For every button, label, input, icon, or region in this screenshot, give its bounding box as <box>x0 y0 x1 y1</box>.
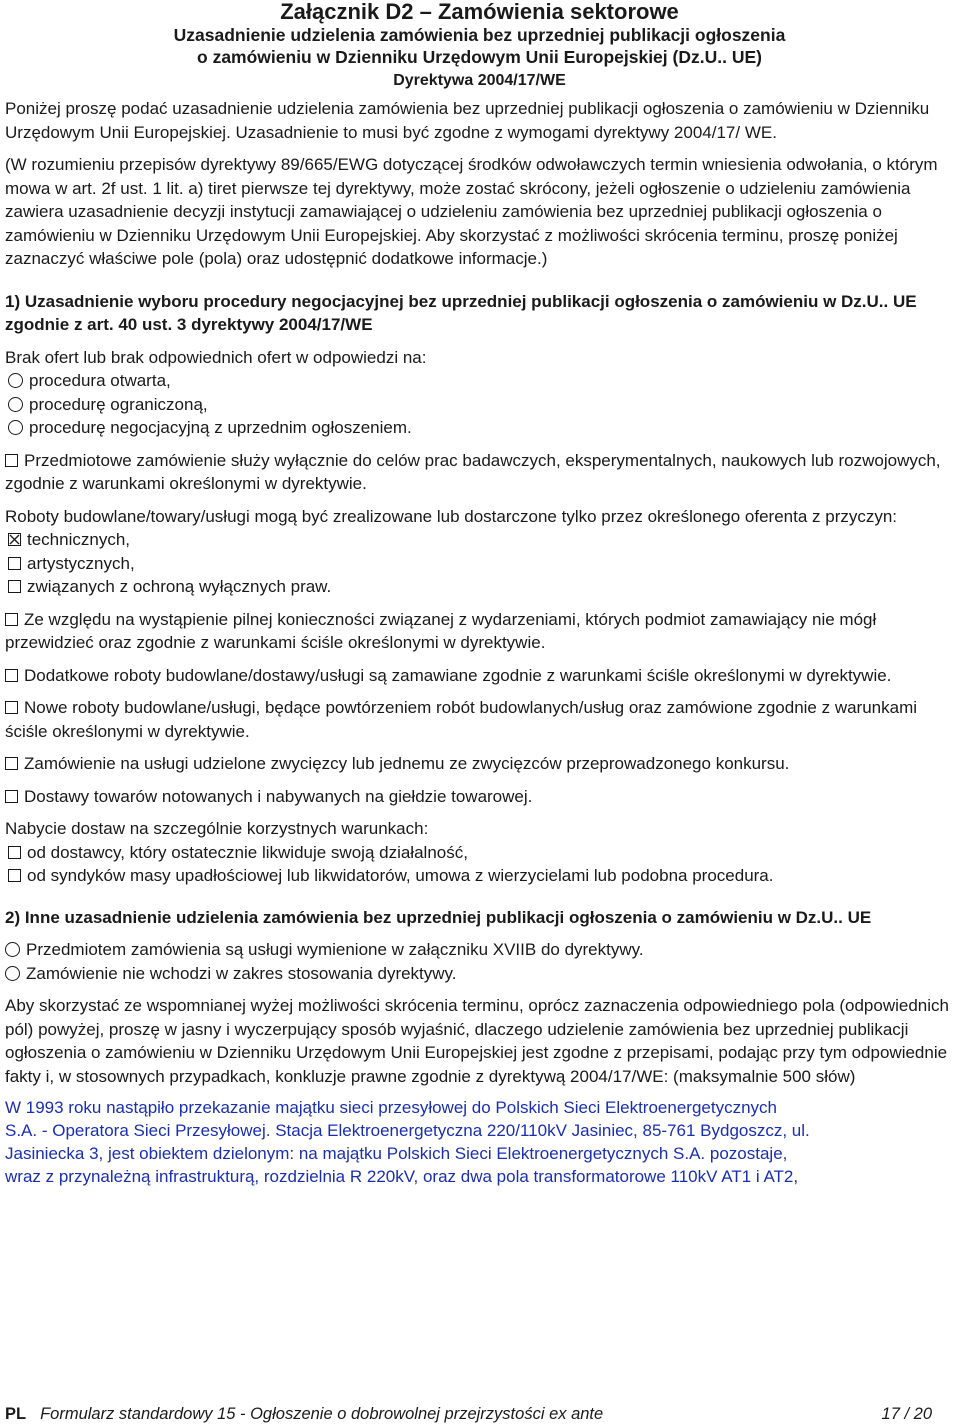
commodity-exchange-text: Dostawy towarów notowanych i nabywanych na giełdzie towarowej. <box>24 786 533 806</box>
no-offers-lead: Brak ofert lub brak odpowiednich ofert w odpowiedzi na: <box>5 347 427 367</box>
contest-item <box>5 752 954 776</box>
checkbox-commodity-exchange[interactable] <box>5 790 18 803</box>
answer-line: Jasiniecka 3, jest obiektem dzielonym: na majątku Polskich Sieci Elektroenergetycznych S.A. pozostaje, <box>5 1144 788 1163</box>
option-label: od syndyków masy upadłościowej lub likwidatorów, umowa z wierzycielami lub podobna procedura. <box>27 866 774 885</box>
option-label: procedura otwarta, <box>29 371 171 390</box>
page-footer <box>5 1404 932 1424</box>
contest-text: Zamówienie na usługi udzielone zwycięzcy lub jednemu ze zwycięzców przeprowadzonego konkursu. <box>24 754 790 773</box>
section-1-heading: 1) Uzasadnienie wyboru procedury negocjacyjnej bez uprzedniej publikacji ogłoszenia o zamówieniu w Dz.U.. UE zgodnie z art. 40 ust. 3 dyrektywy 2004/17/WE <box>5 291 917 334</box>
checkbox-exclusive-rights[interactable] <box>8 580 21 593</box>
option-label: Przedmiotem zamówienia są usługi wymienione w załączniku XVIIB do dyrektywy. <box>26 940 644 959</box>
section-2-heading: 2) Inne uzasadnienie udzielenia zamówienia bez uprzedniej publikacji ogłoszenia o zamówieniu w Dz.U.. UE <box>5 907 872 927</box>
annex-subtitle-line-2: o zamówieniu w Dzienniku Urzędowym Unii Europejskiej (Dz.U.. UE) <box>197 47 762 67</box>
radio-button[interactable] <box>8 397 23 412</box>
specific-tenderer-lead: Roboty budowlane/towary/usługi mogą być zrealizowane lub dostarczone tylko przez określonego oferenta z przyczyn: <box>5 506 898 526</box>
checkbox-option-exclusive-rights[interactable] <box>5 575 954 599</box>
option-label: związanych z ochroną wyłącznych praw. <box>27 577 332 596</box>
checkbox-artistic[interactable] <box>8 557 21 570</box>
checkbox-urgency[interactable] <box>5 613 18 626</box>
urgency-text: Ze względu na wystąpienie pilnej konieczności związanej z wydarzeniami, których podmiot zamawiający nie mógł przewidzieć oraz zgodnie z warunkami ściśle określonymi w dyrektywie. <box>5 609 877 652</box>
radio-option-annex-xviib[interactable] <box>5 938 954 962</box>
checkbox-checked-technical[interactable] <box>8 533 21 546</box>
intro-paragraph: Poniżej proszę podać uzasadnienie udzielenia zamówienia bez uprzedniej publikacji ogłoszenia o zamówieniu w Dzienniku Urzędowym Unii Europejskiej. Uzasadnienie to musi być zgodne z wymogami dyrektywy 2004/17/ WE. <box>5 99 930 142</box>
checkbox-option-artistic[interactable] <box>5 552 954 576</box>
additional-works-item <box>5 664 954 688</box>
checkbox-option-receivers[interactable] <box>5 864 954 888</box>
justification-answer <box>5 1096 954 1188</box>
radio-button[interactable] <box>8 373 23 388</box>
checkbox-new-works[interactable] <box>5 701 18 714</box>
checkbox-option-technical[interactable] <box>5 528 954 552</box>
form-header <box>5 0 954 91</box>
radio-option-outside-scope[interactable] <box>5 962 954 986</box>
annex-subtitle-line-1: Uzasadnienie udzielenia zamówienia bez uprzedniej publikacji ogłoszenia <box>173 25 786 45</box>
form-name: Formularz standardowy 15 - Ogłoszenie o dobrowolnej przejrzystości ex ante <box>40 1405 604 1423</box>
option-label: Zamówienie nie wchodzi w zakres stosowania dyrektywy. <box>26 963 457 983</box>
option-label: procedurę ograniczoną, <box>29 394 208 414</box>
justification-instructions: Aby skorzystać ze wspomnianej wyżej możliwości skrócenia terminu, oprócz zaznaczenia odpowiedniego pola (odpowiednich pól) powyżej, proszę w jasny i wyczerpujący sposób wyjaśnić, dlaczego udzielenie zamówienia bez uprzedniej publikacji ogłoszenia o zamówieniu w Dzienniku Urzędowym Unii Europejskiej jest zgodne z przepisami, podając przy tym odpowiednie fakty i, w stosownych przypadkach, konkluzje prawne zgodnie z dyrektywą 2004/17/WE: (maksymalnie 500 słów) <box>5 996 949 1086</box>
checkmark-cross-icon <box>9 534 20 545</box>
radio-option-open-procedure[interactable] <box>5 369 954 393</box>
checkbox-research[interactable] <box>5 454 18 467</box>
directive-label: Dyrektywa 2004/17/WE <box>393 72 566 89</box>
option-label: od dostawcy, który ostatecznie likwiduje swoją działalność, <box>27 842 468 862</box>
additional-works-text: Dodatkowe roboty budowlane/dostawy/usługi są zamawiane zgodnie z warunkami ściśle określonymi w dyrektywie. <box>24 665 892 685</box>
urgency-item <box>5 608 954 655</box>
new-works-text: Nowe roboty budowlane/usługi, będące powtórzeniem robót budowlanych/usług oraz zamówione zgodnie z warunkami ściśle określonymi w dyrektywie. <box>5 698 918 741</box>
option-label: artystycznych, <box>27 553 135 573</box>
new-works-item <box>5 696 954 743</box>
answer-line: W 1993 roku nastąpiło przekazanie majątku sieci przesyłowej do Polskich Sieci Elektroenergetycznych <box>5 1098 777 1117</box>
annex-title: Załącznik D2 – Zamówienia sektorowe <box>280 0 679 24</box>
commodity-exchange-item <box>5 785 954 809</box>
research-text: Przedmiotowe zamówienie służy wyłącznie do celów prac badawczych, eksperymentalnych, naukowych lub rozwojowych, zgodnie z warunkami określonymi w dyrektywie. <box>5 450 941 493</box>
page-number: 17 / 20 <box>881 1405 932 1423</box>
checkbox-receivers[interactable] <box>8 869 21 882</box>
remedies-note-paragraph: (W rozumieniu przepisów dyrektywy 89/665/EWG dotyczącej środków odwoławczych termin wniesienia odwołania, o którym mowa w art. 2f ust. 1 lit. a) tiret pierwsze tej dyrektywy, może zostać skrócony, jeżeli ogłoszenie o udzieleniu zamówienia zawiera uzasadnienie decyzji instytucji zamawiającej o udzieleniu zamówienia bez uprzedniej publikacji ogłoszenia o zamówieniu w Dzienniku Urzędowym Unii Europejskiej. Aby skorzystać z możliwości skrócenia terminu, proszę poniżej zaznaczyć właściwe pole (pola) oraz udostępnić dodatkowe informacje.) <box>5 155 938 268</box>
checkbox-winding-up[interactable] <box>8 846 21 859</box>
radio-option-restricted-procedure[interactable] <box>5 393 954 417</box>
checkbox-option-winding-up[interactable] <box>5 841 954 865</box>
radio-button[interactable] <box>8 420 23 435</box>
answer-line: S.A. - Operatora Sieci Przesyłowej. Stacja Elektroenergetyczna 220/110kV Jasiniec, 85-761 Bydgoszcz, ul. <box>5 1121 810 1140</box>
option-label: procedurę negocjacyjną z uprzednim ogłoszeniem. <box>29 418 412 437</box>
checkbox-contest[interactable] <box>5 757 18 770</box>
advantageous-terms-lead: Nabycie dostaw na szczególnie korzystnych warunkach: <box>5 819 429 838</box>
research-item <box>5 449 954 496</box>
checkbox-additional-works[interactable] <box>5 669 18 682</box>
answer-line: wraz z przynależną infrastrukturą, rozdzielnia R 220kV, oraz dwa pola transformatorowe 110kV AT1 i AT2, <box>5 1167 799 1186</box>
radio-option-negotiated-procedure[interactable] <box>5 416 954 440</box>
radio-button[interactable] <box>5 966 20 981</box>
language-code: PL <box>5 1405 27 1423</box>
option-label: technicznych, <box>27 530 130 549</box>
radio-button[interactable] <box>5 942 20 957</box>
